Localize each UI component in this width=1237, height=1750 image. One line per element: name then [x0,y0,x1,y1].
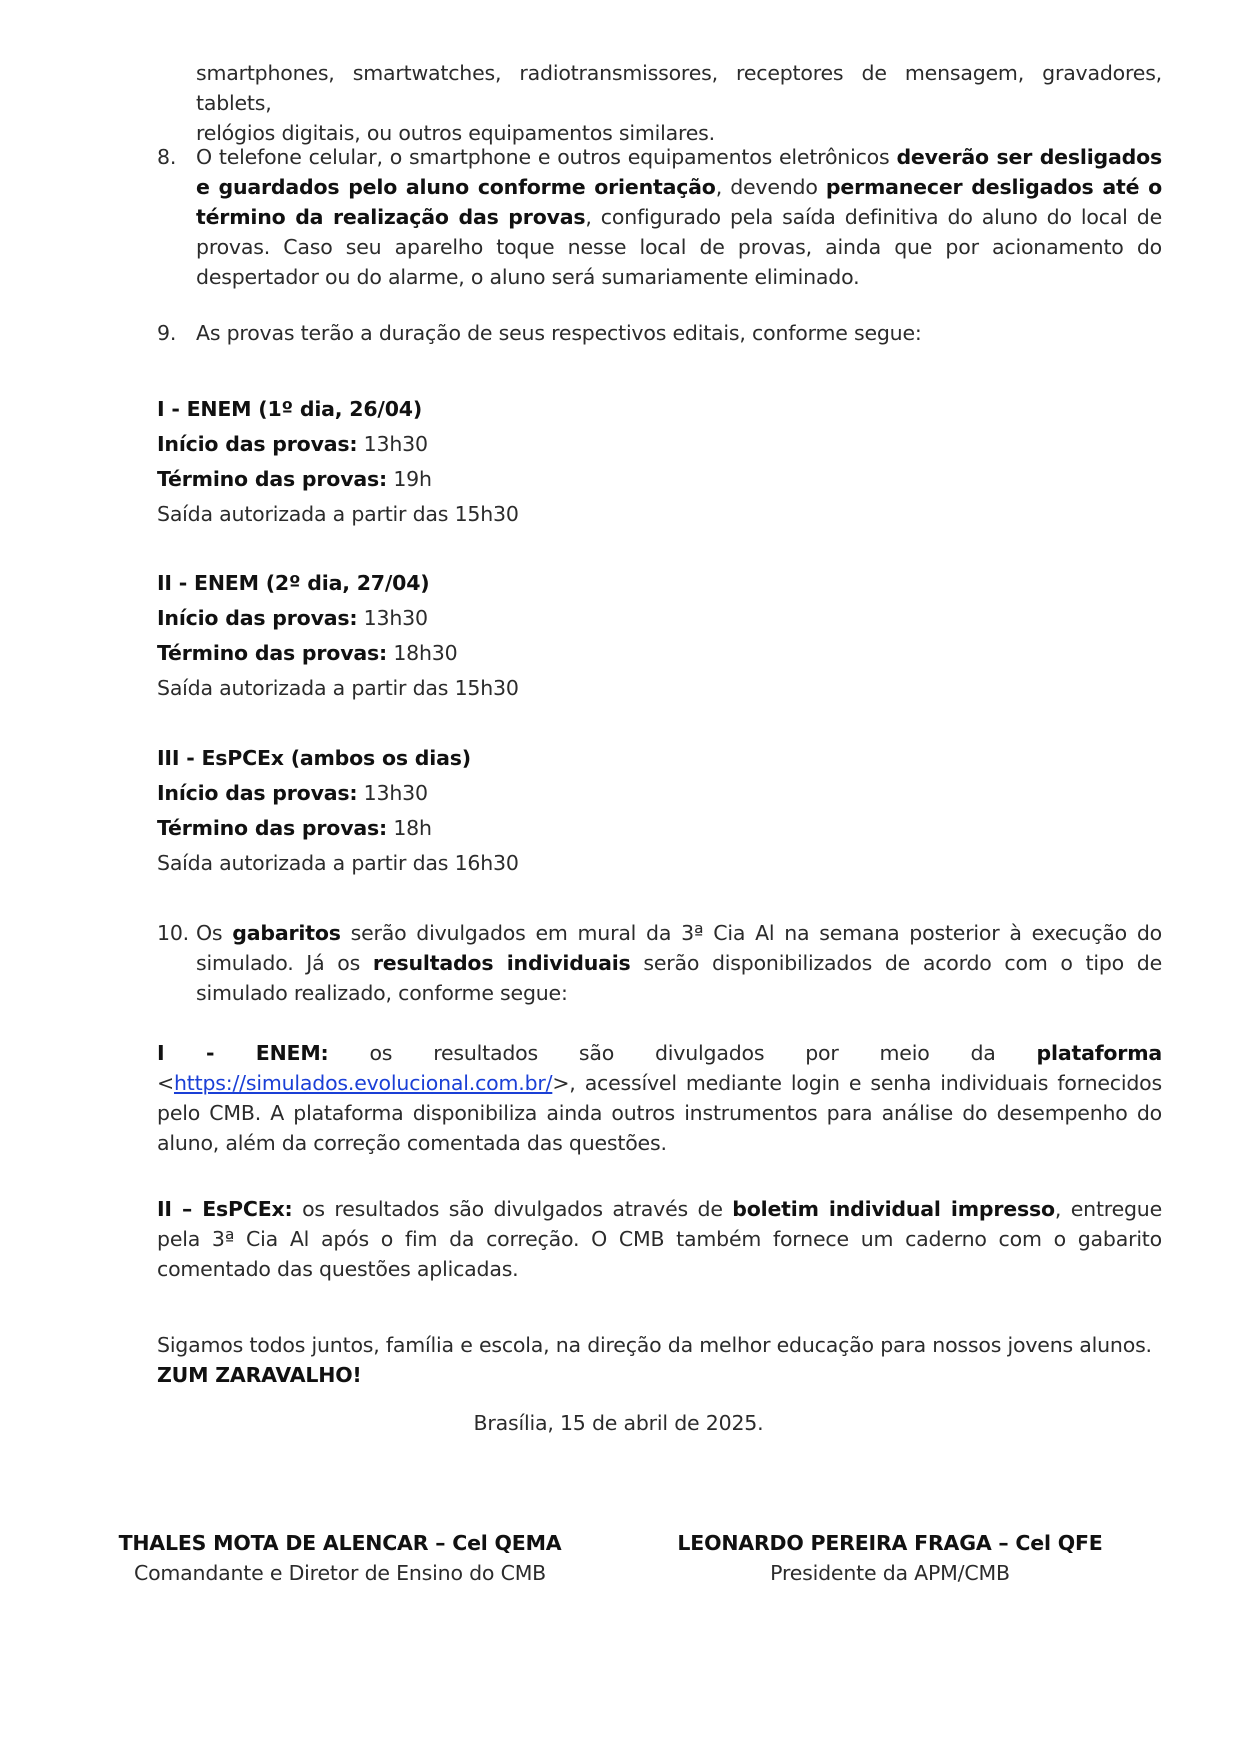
signatory-name: THALES MOTA DE ALENCAR – Cel QEMA [118,1531,562,1555]
closing-block [157,1330,1162,1390]
start-value: 13h30 [357,781,428,805]
exit-time: Saída autorizada a partir das 15h30 [157,502,519,526]
document-date: Brasília, 15 de abril de 2025. [473,1411,764,1435]
continuation-line-2: relógios digitais, ou outros equipamentos similares. [196,121,715,145]
exit-time: Saída autorizada a partir das 16h30 [157,851,519,875]
end-value: 18h30 [387,641,458,665]
results-label: I - ENEM: [157,1041,329,1065]
results-espcex-paragraph: II – EsPCEx: os resultados são divulgados através de boletim individual impresso, entregue pela 3ª Cia Al após o fim da correção. O CMB também fornece um caderno com o gabarito comentado das questões aplicadas. [157,1197,1162,1281]
signatory-role: Presidente da APM/CMB [770,1561,1010,1585]
schedule-block [157,566,857,706]
start-label: Início das provas: [157,432,358,456]
motto: ZUM ZARAVALHO! [157,1363,362,1387]
list-item-9 [157,318,1162,348]
closing-text: Sigamos todos juntos, família e escola, na direção da melhor educação para nossos jovens alunos. [157,1333,1152,1357]
signature-block-right [650,1528,1130,1588]
results-enem-paragraph: I - ENEM: os resultados são divulgados por meio da plataforma <https://simulados.evolucional.com.br/>, acessível mediante login e senha individuais fornecidos pelo CMB. A plataforma disponibiliza ainda outros instrumentos para análise do desempenho do aluno, além da correção comentada das questões. [157,1041,1163,1155]
continuation-text [196,58,1162,148]
list-item-10 [157,918,1162,1008]
emphasis: boletim individual impresso [732,1197,1055,1221]
results-platform-link[interactable]: https://simulados.evolucional.com.br/ [173,1071,553,1095]
emphasis: resultados individuais [372,951,631,975]
signature-block-left [100,1528,580,1588]
schedule-block [157,741,857,881]
signatory-role: Comandante e Diretor de Ensino do CMB [133,1561,547,1585]
schedule-block [157,392,857,532]
item-10-text: Os gabaritos serão divulgados em mural da 3ª Cia Al na semana posterior à execução do simulado. Já os resultados individuais serão disponibilizados de acordo com o tipo de simulado realizado, conforme segue: [196,921,1162,1005]
start-label: Início das provas: [157,781,358,805]
item-9-text: As provas terão a duração de seus respectivos editais, conforme segue: [196,321,922,345]
continuation-line-1: smartphones, smartwatches, radiotransmissores, receptores de mensagem, gravadores, tablets, [196,61,1162,115]
schedule-title: II - ENEM (2º dia, 27/04) [157,571,430,595]
end-label: Término das provas: [157,641,387,665]
start-value: 13h30 [357,606,428,630]
schedule-title: I - ENEM (1º dia, 26/04) [157,397,423,421]
emphasis: deverão ser desligados e guardados pelo aluno conforme orientação [196,145,1163,199]
end-value: 18h [387,816,432,840]
signatory-name: LEONARDO PEREIRA FRAGA – Cel QFE [677,1531,1103,1555]
emphasis: permanecer desligados até o término da realização das provas [196,175,1162,229]
end-value: 19h [387,467,432,491]
list-item-8 [157,142,1162,292]
start-label: Início das provas: [157,606,358,630]
item-number: 8. [157,145,177,169]
schedule-title: III - EsPCEx (ambos os dias) [157,746,471,770]
end-label: Término das provas: [157,467,387,491]
end-label: Término das provas: [157,816,387,840]
item-number: 9. [157,321,177,345]
item-8-text: O telefone celular, o smartphone e outros equipamentos eletrônicos deverão ser desligados e guardados pelo aluno conforme orientação, devendo permanecer desligados até o término da realização das provas, configurado pela saída definitiva do aluno do local de provas. Caso seu aparelho toque nesse local de provas, ainda que por acionamento do despertador ou do alarme, o aluno será sumariamente eliminado. [196,145,1163,289]
emphasis: gabaritos [232,921,341,945]
item-number: 10. [157,921,190,945]
results-label: II – EsPCEx: [157,1197,293,1221]
emphasis: plataforma [1036,1041,1163,1065]
start-value: 13h30 [357,432,428,456]
exit-time: Saída autorizada a partir das 15h30 [157,676,519,700]
